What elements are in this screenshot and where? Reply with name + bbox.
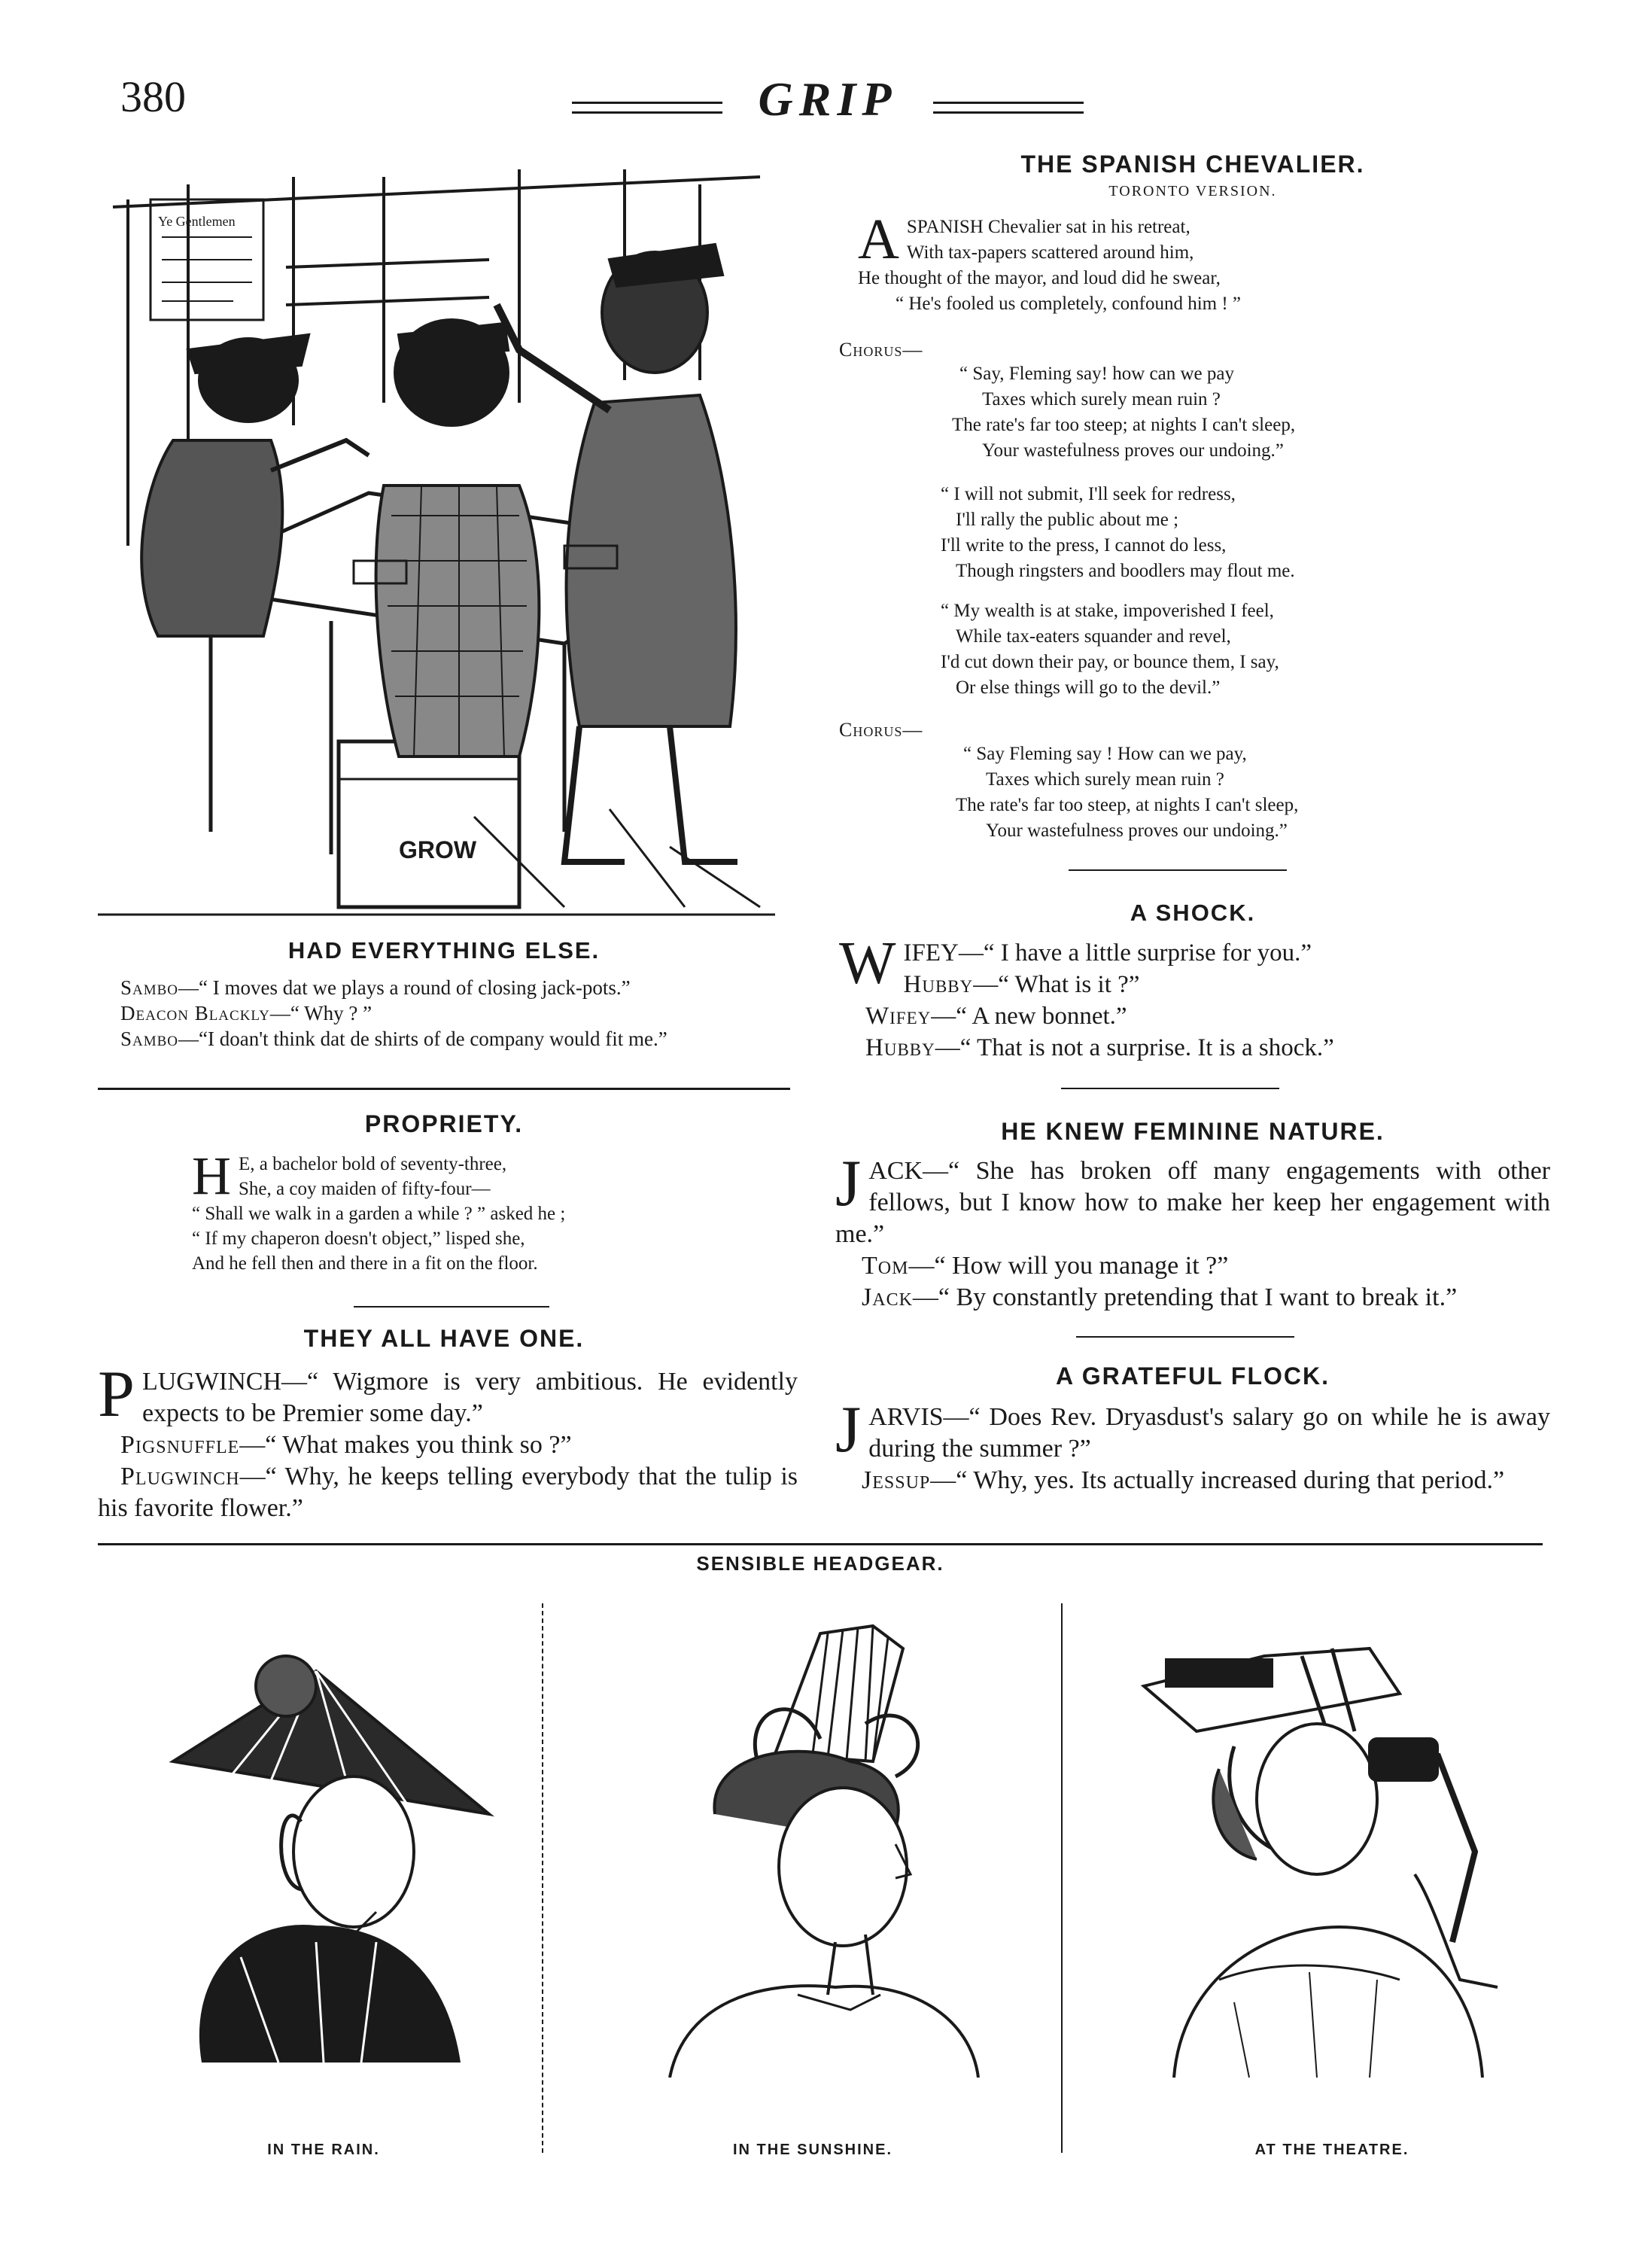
had-everything-line: Sambo—“I doan't think dat de shirts of de company would fit me.” <box>120 1027 667 1050</box>
feminine-divider <box>1076 1336 1294 1338</box>
headgear-rule <box>98 1543 1543 1545</box>
verse-line: “ I will not submit, I'll seek for redress, <box>941 484 1236 504</box>
verse-line: The rate's far too steep, at nights I can't sleep, <box>956 795 1299 815</box>
spanish-chorus-2 <box>956 741 1550 844</box>
shock-line: Hubby—“ That is not a surprise. It is a shock.” <box>865 1034 1334 1061</box>
spanish-stanza-1 <box>858 208 1535 317</box>
all-have-one-first: PLUGWINCH—“ Wigmore is very ambitious. He evidently expects to be Premier some day.” <box>98 1358 798 1431</box>
spanish-stanza-2 <box>941 482 1543 584</box>
all-have-one-dropcap: P <box>98 1358 135 1431</box>
verse-line: Though ringsters and boodlers may flout me. <box>956 561 1295 581</box>
grateful-line: Jessup—“ Why, yes. Its actually increased during that period.” <box>862 1466 1505 1494</box>
masthead-title: GRIP <box>758 72 898 126</box>
propriety-dropcap: H <box>192 1146 231 1206</box>
propriety-line: E, a bachelor bold of seventy-three, <box>239 1154 507 1174</box>
cartoon-drawing <box>98 154 790 933</box>
feminine-line: Tom—“ How will you manage it ?” <box>862 1252 1229 1280</box>
all-have-one-line: Plugwinch—“ Why, he keeps telling everybody that the tulip is his favorite flower.” <box>98 1463 798 1522</box>
shock-line: WIFEY—“ I have a little surprise for you.” <box>839 930 1312 997</box>
headgear-theatre-figure <box>1129 1626 1535 2078</box>
chorus-label-2: Chorus— <box>839 719 923 741</box>
chevalier-divider <box>1069 869 1287 871</box>
propriety-line: She, a coy maiden of fifty-four— <box>239 1179 491 1199</box>
grateful-first: JARVIS—“ Does Rev. Dryasdust's salary go on while he is away during the summer ?” <box>835 1393 1550 1466</box>
headgear-separator <box>1061 1603 1063 2153</box>
page-number: 380 <box>120 72 186 121</box>
caption-rain: IN THE RAIN. <box>267 2142 380 2158</box>
grateful-dropcap: J <box>835 1393 862 1466</box>
propriety-line: “ Shall we walk in a garden a while ? ” asked he ; <box>192 1204 566 1224</box>
spanish-stanza-3 <box>941 598 1543 701</box>
headgear-heading: SENSIBLE HEADGEAR. <box>696 1552 944 1575</box>
propriety-heading: PROPRIETY. <box>364 1110 524 1137</box>
verse-line: “ Say Fleming say ! How can we pay, <box>963 744 1247 764</box>
verse-line: I'll write to the press, I cannot do less, <box>941 535 1227 556</box>
propriety-line: And he fell then and there in a fit on the floor. <box>192 1253 538 1274</box>
chorus-label-1: Chorus— <box>839 339 923 361</box>
headgear-rain-figure <box>128 1641 519 2063</box>
verse-line: Taxes which surely mean ruin ? <box>986 769 1224 790</box>
verse-line: With tax-papers scattered around him, <box>906 242 1194 263</box>
had-everything-else-body <box>98 975 790 1052</box>
verse-line: Or else things will go to the devil.” <box>956 677 1221 698</box>
feminine-first: JACK—“ She has broken off many engagements with other fellows, but I know how to make her keep her engagement with me.” <box>835 1147 1550 1248</box>
verse-line: “ My wealth is at stake, impoverished I feel, <box>941 601 1274 621</box>
verse-line: While tax-eaters squander and revel, <box>956 626 1231 647</box>
headgear-sunshine-figure <box>625 1618 1001 2078</box>
verse-line: “ Say, Fleming say! how can we pay <box>959 364 1234 384</box>
verse-line: Taxes which surely mean ruin ? <box>982 389 1221 409</box>
spanish-chevalier-heading: THE SPANISH CHEVALIER. <box>1020 151 1365 178</box>
verse-line: “ He's fooled us completely, confound him ! ” <box>896 294 1242 314</box>
had-everything-line: Sambo—“ I moves dat we plays a round of closing jack-pots.” <box>120 976 631 999</box>
spanish-chorus-1 <box>952 361 1546 464</box>
spanish-dropcap: A <box>858 208 899 271</box>
feminine-line: Jack—“ By constantly pretending that I want to break it.” <box>862 1283 1458 1311</box>
feminine-dropcap: J <box>835 1147 862 1220</box>
opera-glass-hat-illustration <box>1129 1626 1535 2078</box>
crate-lettering: GROW <box>399 836 477 863</box>
grateful-flock-body <box>835 1393 1550 1496</box>
caption-theatre: AT THE THEATRE. <box>1254 2142 1409 2158</box>
grateful-flock-heading: A GRATEFUL FLOCK. <box>1055 1362 1330 1390</box>
propriety-verse <box>192 1146 779 1276</box>
caption-sunshine: IN THE SUNSHINE. <box>732 2142 893 2158</box>
shock-divider <box>1061 1088 1279 1089</box>
shock-body <box>839 930 1554 1064</box>
had-everything-line: Deacon Blackly—“ Why ? ” <box>120 1002 372 1024</box>
all-have-one-line: Pigsnuffle—“ What makes you think so ?” <box>120 1431 572 1459</box>
had-everything-else-heading: HAD EVERYTHING ELSE. <box>287 937 601 964</box>
masthead <box>572 72 1084 132</box>
fan-hat-illustration <box>625 1618 1001 2078</box>
verse-line: I'll rally the public about me ; <box>956 510 1179 530</box>
feminine-heading: HE KNEW FEMININE NATURE. <box>1001 1118 1385 1145</box>
verse-line: I'd cut down their pay, or bounce them, I say, <box>941 652 1279 672</box>
headgear-separator <box>542 1603 543 2153</box>
verse-line: He thought of the mayor, and loud did he swear, <box>858 268 1221 288</box>
shock-line: Wifey—“ A new bonnet.” <box>865 1003 1127 1030</box>
left-column-rule <box>98 1088 790 1090</box>
cartoon-illustration <box>98 154 790 933</box>
shock-dropcap: W <box>839 930 896 997</box>
shock-heading: A SHOCK. <box>1130 900 1256 926</box>
verse-line: The rate's far too steep; at nights I can't sleep, <box>952 415 1296 435</box>
umbrella-hat-illustration <box>128 1641 519 2063</box>
feminine-body <box>835 1147 1550 1314</box>
propriety-line: “ If my chaperon doesn't object,” lisped she, <box>192 1228 525 1249</box>
all-have-one-body <box>98 1358 798 1524</box>
shock-line: Hubby—“ What is it ?” <box>903 971 1140 998</box>
propriety-divider <box>354 1306 549 1308</box>
all-have-one-heading: THEY ALL HAVE ONE. <box>303 1325 585 1352</box>
poster-lettering: Ye Gentlemen <box>158 214 236 229</box>
verse-line: Your wastefulness proves our undoing.” <box>982 440 1284 461</box>
verse-line: Your wastefulness proves our undoing.” <box>986 820 1288 841</box>
spanish-chevalier-subtitle: TORONTO VERSION. <box>1108 183 1277 199</box>
verse-line: SPANISH Chevalier sat in his retreat, <box>906 217 1190 237</box>
